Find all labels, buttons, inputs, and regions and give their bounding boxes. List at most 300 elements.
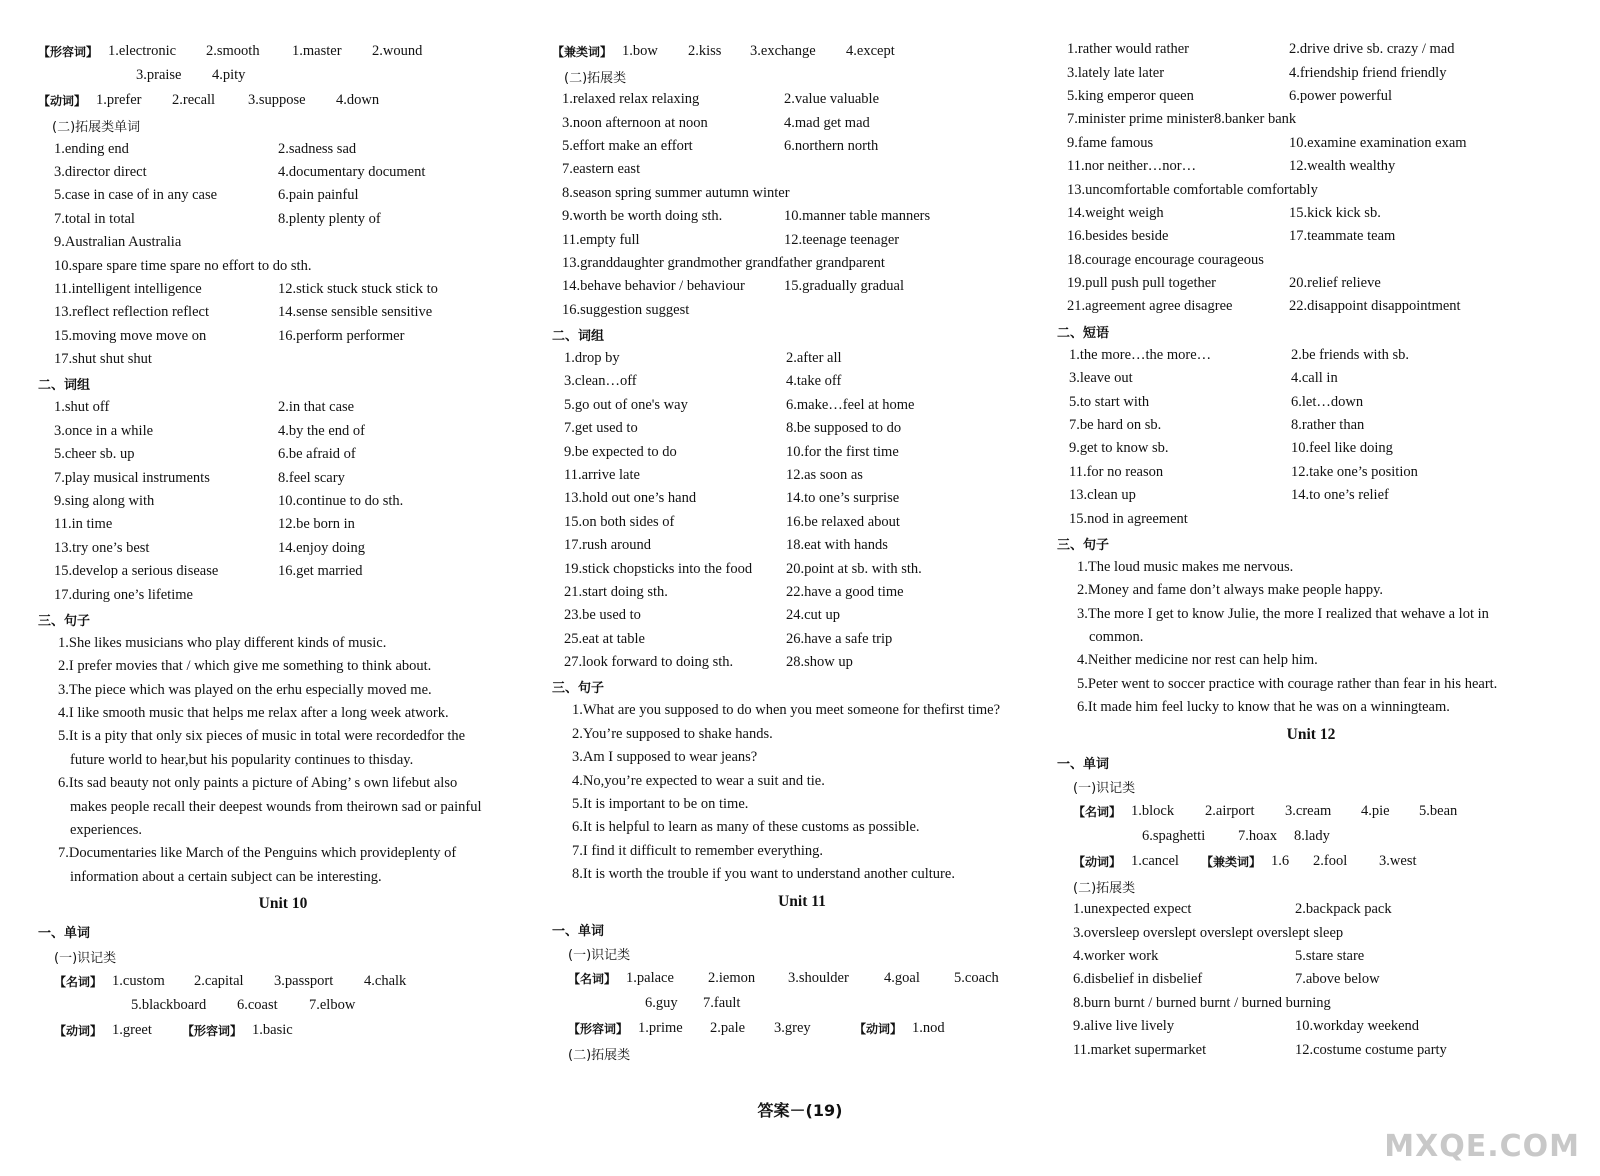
sentence-line: 4.Neither medicine nor rest can help him.	[1077, 652, 1318, 669]
phrase: 13.clean up	[1069, 487, 1136, 504]
list-item	[38, 466, 528, 489]
word: 5.blackboard	[131, 997, 207, 1014]
word: 2.recall	[172, 91, 216, 108]
list-item	[552, 557, 1052, 580]
list-item	[1057, 414, 1565, 437]
word: 2.smooth	[206, 42, 260, 59]
word: 6.disbelief in disbelief	[1073, 971, 1203, 988]
sentence	[38, 679, 528, 702]
list-item	[1057, 132, 1565, 155]
phrase: 14.to one’s relief	[1291, 487, 1389, 504]
ext-list	[38, 137, 528, 371]
verb-tag: 【动词】	[54, 1024, 103, 1039]
phrase: 11.in time	[54, 516, 113, 533]
word: 12.costume costume party	[1295, 1041, 1447, 1058]
word: 9.fame famous	[1067, 134, 1154, 151]
word: 2.pale	[710, 1019, 746, 1036]
word: 1.prime	[638, 1019, 683, 1036]
word: 18.courage encourage courageous	[1067, 251, 1264, 268]
word: 3.oversleep overslept overslept overslept sleep	[1073, 924, 1344, 941]
phrase: 15.on both sides of	[564, 513, 675, 530]
phrase: 28.show up	[786, 654, 853, 671]
word: 12.stick stuck stuck stick to	[278, 280, 438, 297]
phrase: 10.for the first time	[786, 443, 899, 460]
phrase: 16.get married	[278, 563, 363, 580]
sentence-line: 7.Documentaries like March of the Penguins which provideplenty of	[58, 845, 457, 862]
phrase: 5.cheer sb. up	[54, 446, 135, 463]
phrase: 19.stick chopsticks into the food	[564, 560, 753, 577]
word: 13.granddaughter grandmother grandfather grandparent	[562, 254, 885, 271]
misc-tag: 【兼类词】	[1201, 854, 1262, 869]
word: 5.case in case of in any case	[54, 187, 218, 204]
adj-verb-row	[552, 1015, 1052, 1041]
word: 7.above below	[1295, 971, 1380, 988]
list-item	[1057, 992, 1565, 1015]
word: 8.lady	[1294, 827, 1330, 844]
phrase: 9.get to know sb.	[1069, 440, 1169, 457]
word: 4.chalk	[364, 972, 407, 989]
word: 2.backpack pack	[1295, 901, 1392, 918]
word: 4.mad get mad	[784, 114, 870, 131]
sentence-title: 三、句子	[1057, 537, 1110, 553]
phrase: 9.sing along with	[54, 493, 155, 510]
sentence	[1057, 673, 1565, 696]
sentence	[1057, 579, 1565, 602]
phrase: 7.be hard on sb.	[1069, 417, 1162, 434]
list-item	[1057, 945, 1565, 968]
phrase: 3.leave out	[1069, 370, 1133, 387]
unit-title: Unit 11	[778, 892, 826, 910]
verb-adj-row	[38, 1018, 528, 1044]
verb-tag: 【动词】	[1073, 854, 1122, 869]
list-item	[552, 158, 1052, 181]
list-item	[552, 111, 1052, 134]
sentence: 5.It is important to be on time.	[572, 796, 749, 812]
list-item	[38, 513, 528, 536]
phrase: 8.be supposed to do	[786, 420, 902, 437]
phrase: 11.arrive late	[564, 467, 640, 484]
word: 1.relaxed relax relaxing	[562, 91, 700, 108]
word: 17.shut shut shut	[54, 351, 152, 368]
word: 1.master	[292, 42, 342, 59]
word: 1.block	[1131, 803, 1175, 820]
word: 3.exchange	[750, 42, 816, 59]
memo-title: (一)识记类	[568, 948, 631, 964]
phrase: 12.as soon as	[786, 467, 863, 484]
word: 4.goal	[884, 970, 920, 987]
verb-tag: 【动词】	[38, 93, 87, 108]
phrase: 2.after all	[786, 350, 842, 367]
phrase: 6.be afraid of	[278, 446, 356, 463]
word: 1.ending end	[54, 140, 129, 157]
list-item	[38, 184, 528, 207]
list-item	[1057, 390, 1565, 413]
word: 16.besides beside	[1067, 228, 1169, 245]
word: 13.reflect reflection reflect	[54, 304, 209, 321]
sentence	[1057, 649, 1565, 672]
ext-list	[552, 88, 1052, 322]
word: 9.worth be worth doing sth.	[562, 208, 723, 225]
phrase: 4.call in	[1291, 370, 1338, 387]
verb-row	[38, 87, 528, 113]
sentence-line: 6.It made him feel lucky to know that he was on a winningteam.	[1077, 699, 1450, 716]
list-item	[38, 208, 528, 231]
list-item	[1057, 85, 1565, 108]
word-title: 一、单词	[1057, 756, 1110, 772]
word: 3.noon afternoon at noon	[562, 114, 708, 131]
sentence	[1057, 696, 1565, 719]
list-item	[1057, 1015, 1565, 1038]
word: 7.total in total	[54, 210, 135, 227]
phrase: 3.once in a while	[54, 422, 154, 439]
list-item	[552, 88, 1052, 111]
word: 6.guy	[645, 994, 678, 1011]
list-item	[38, 443, 528, 466]
sentence-line: makes people recall their deepest wounds from theirown sad or painful	[70, 798, 482, 815]
sentence-line: future world to hear,but his popularity continues to thisday.	[70, 751, 414, 768]
list-item	[552, 275, 1052, 298]
word: 1.electronic	[108, 42, 177, 59]
phrase: 22.have a good time	[786, 584, 904, 600]
phrase: 17.rush around	[564, 537, 651, 554]
phrase: 4.take off	[786, 373, 842, 390]
word: 16.suggestion suggest	[562, 301, 690, 318]
phrase-list	[552, 347, 1052, 674]
phrase: 1.drop by	[564, 350, 620, 367]
adjective-tag: 【形容词】	[182, 1024, 243, 1039]
list-item	[1057, 155, 1565, 178]
list-item	[38, 301, 528, 324]
word: 14.behave behavior / behaviour	[562, 278, 745, 295]
column-3	[1057, 38, 1565, 1062]
word: 2.sadness sad	[278, 140, 357, 157]
word: 17.teammate team	[1289, 228, 1396, 245]
word: 4.worker work	[1073, 948, 1159, 965]
word: 20.relief relieve	[1289, 275, 1381, 292]
word: 15.moving move move on	[54, 327, 207, 344]
list-item	[1057, 344, 1565, 367]
sentence: 4.No,you’re expected to wear a suit and tie.	[572, 772, 825, 789]
sentence-line: common.	[1089, 629, 1144, 646]
word: 1.unexpected expect	[1073, 901, 1192, 918]
list-item	[1057, 202, 1565, 225]
word: 1.cancel	[1131, 852, 1179, 869]
verb-tag: 【动词】	[854, 1021, 903, 1036]
sentence-line: 3.The more I get to know Julie, the more I realized that wehave a lot in	[1077, 605, 1489, 622]
list-item	[38, 278, 528, 301]
word: 8.season spring summer autumn winter	[562, 184, 790, 201]
word: 12.teenage teenager	[784, 231, 900, 248]
verb-misc-row	[1057, 848, 1565, 874]
phrase: 13.hold out one’s hand	[564, 490, 697, 507]
word: 8.burn burnt / burned burnt / burned burning	[1073, 994, 1331, 1011]
phrase: 2.in that case	[278, 399, 355, 416]
list-item	[552, 511, 1052, 534]
misc-row	[552, 38, 1052, 64]
list-item	[38, 161, 528, 184]
sentence-title: 三、句子	[38, 613, 91, 629]
sentence-list	[552, 699, 1052, 886]
list-item	[38, 583, 528, 606]
word: 5.effort make an effort	[562, 137, 693, 154]
word: 14.weight weigh	[1067, 204, 1164, 221]
word: 7.elbow	[309, 997, 356, 1014]
word: 16.perform performer	[278, 327, 405, 344]
sentence-line: 6.Its sad beauty not only paints a picture of Abing’ s own lifebut also	[58, 775, 458, 792]
word: 11.empty full	[562, 231, 640, 248]
word: 6.power powerful	[1289, 87, 1393, 104]
word: 7.eastern east	[562, 161, 641, 178]
word: 1.basic	[252, 1022, 293, 1039]
noun-tag: 【名词】	[54, 974, 103, 989]
phrase: 3.clean…off	[564, 373, 637, 390]
sentence-line: experiences.	[70, 822, 143, 839]
phrase: 18.eat with hands	[786, 537, 888, 554]
word: 7.hoax	[1238, 827, 1278, 844]
sentence	[38, 702, 528, 725]
word: 4.friendship friend friendly	[1289, 64, 1447, 81]
list-item	[552, 651, 1052, 674]
list-item	[1057, 367, 1565, 390]
word: 1.greet	[112, 1022, 152, 1039]
word-title: 一、单词	[38, 926, 91, 942]
list-item	[1057, 484, 1565, 507]
unit-title: Unit 12	[1286, 725, 1336, 743]
word: 2.fool	[1313, 852, 1348, 869]
word: 14.sense sensible sensitive	[278, 304, 433, 321]
list-item	[552, 347, 1052, 370]
list-item	[1057, 272, 1565, 295]
ext-title: (二)拓展类单词	[52, 119, 141, 135]
sentence: 6.It is helpful to learn as many of these customs as possible.	[572, 819, 920, 836]
phrase: 13.try one’s best	[54, 539, 150, 556]
word: 10.workday weekend	[1295, 1018, 1420, 1035]
list-item	[38, 254, 528, 277]
sentence-line: 2.Money and fame don’t always make people happy.	[1077, 582, 1384, 599]
phrase: 27.look forward to doing sth.	[564, 654, 734, 671]
word: 15.gradually gradual	[784, 278, 904, 295]
list-item	[1057, 461, 1565, 484]
phrase: 17.during one’s lifetime	[54, 586, 193, 603]
memo-title: (一)识记类	[1073, 781, 1136, 797]
noun-tag: 【名词】	[1073, 805, 1122, 820]
phrase: 15.develop a serious disease	[54, 563, 219, 580]
word: 2.iemon	[708, 970, 756, 987]
ext-list-2	[1057, 898, 1565, 1062]
list-item	[552, 370, 1052, 393]
phrase: 10.continue to do sth.	[278, 493, 404, 510]
noun-row-2	[552, 992, 1052, 1015]
list-item	[552, 135, 1052, 158]
list-item	[38, 560, 528, 583]
memo-title: (一)识记类	[54, 950, 117, 966]
word: 11.market supermarket	[1073, 1041, 1207, 1058]
sentence	[38, 725, 528, 772]
word: 2.value valuable	[784, 91, 880, 108]
list-item	[38, 231, 528, 254]
list-item	[1057, 921, 1565, 944]
sentence	[38, 842, 528, 889]
list-item	[552, 581, 1052, 604]
phrase: 14.enjoy doing	[278, 539, 365, 556]
sentence: 1.What are you supposed to do when you meet someone for thefirst time?	[572, 702, 1001, 719]
word: 2.capital	[194, 972, 244, 989]
list-item	[1057, 38, 1565, 61]
sentence-line: 2.I prefer movies that / which give me something to think about.	[58, 658, 432, 675]
noun-row-2	[38, 994, 528, 1017]
sentence-line: 3.The piece which was played on the erhu especially moved me.	[58, 681, 432, 698]
word: 2.airport	[1205, 803, 1255, 820]
word: 6.pain painful	[278, 187, 359, 204]
word: 1.bow	[622, 42, 658, 59]
phrase-title: 二、词组	[552, 328, 605, 344]
phrase: 20.point at sb. with sth.	[786, 560, 922, 577]
sentence-list	[38, 632, 528, 889]
list-item	[1057, 898, 1565, 921]
ext-title: (二)拓展类	[1073, 880, 1136, 896]
phrase-list	[1057, 344, 1565, 531]
noun-row-2	[1057, 825, 1565, 848]
list-item	[1057, 437, 1565, 460]
sentence: 8.It is worth the trouble if you want to understand another culture.	[572, 866, 955, 883]
unit-title: Unit 10	[258, 895, 308, 913]
list-item	[552, 464, 1052, 487]
list-item	[1057, 249, 1565, 272]
ext-title: (二)拓展类	[564, 70, 627, 86]
list-item	[38, 490, 528, 513]
ext-list	[1057, 38, 1565, 319]
sentence: 3.Am I supposed to wear jeans?	[572, 749, 758, 766]
sentence	[1057, 603, 1565, 650]
sentence	[38, 655, 528, 678]
word: 11.nor neither…nor…	[1067, 158, 1197, 175]
word: 21.agreement agree disagree	[1067, 298, 1233, 315]
list-item	[552, 394, 1052, 417]
word: 15.kick kick sb.	[1289, 204, 1381, 221]
word: 10.manner table manners	[784, 208, 931, 225]
page-number: 答案－(19)	[757, 1101, 843, 1120]
adjective-tag: 【形容词】	[568, 1021, 629, 1036]
phrase: 11.for no reason	[1069, 463, 1164, 480]
word: 2.drive drive sb. crazy / mad	[1289, 41, 1455, 58]
word: 9.alive live lively	[1073, 1018, 1175, 1035]
phrase: 8.rather than	[1291, 417, 1365, 434]
word: 3.grey	[774, 1019, 811, 1036]
word: 3.shoulder	[788, 970, 849, 987]
list-item	[38, 537, 528, 560]
phrase: 7.get used to	[564, 420, 638, 437]
phrase: 8.feel scary	[278, 469, 345, 486]
word: 3.praise	[136, 67, 182, 84]
sentence-title: 三、句子	[552, 681, 605, 697]
column-2	[552, 38, 1052, 1065]
word: 1.palace	[626, 970, 674, 987]
sentence-line: 4.I like smooth music that helps me relax after a long week atwork.	[58, 705, 449, 722]
phrase: 5.to start with	[1069, 393, 1150, 410]
phrase: 5.go out of one's way	[564, 396, 688, 413]
word: 4.except	[846, 42, 895, 59]
list-item	[552, 487, 1052, 510]
adj-row-1	[38, 38, 528, 64]
list-item	[1057, 225, 1565, 248]
sentence-line: 5.It is a pity that only six pieces of music in total were recordedfor the	[58, 728, 466, 745]
sentence-line: information about a certain subject can be interesting.	[70, 868, 382, 885]
word: 3.west	[1379, 852, 1417, 869]
list-item	[1057, 61, 1565, 84]
word: 3.lately late later	[1067, 64, 1165, 81]
sentence-list	[1057, 556, 1565, 720]
word: 6.northern north	[784, 137, 879, 154]
word: 10.spare spare time spare no effort to do sth.	[54, 257, 312, 274]
phrase: 7.play musical instruments	[54, 469, 210, 486]
list-item	[552, 252, 1052, 275]
sentence-line: 1.She likes musicians who play different kinds of music.	[58, 634, 387, 651]
list-item	[552, 628, 1052, 651]
word: 3.passport	[274, 972, 334, 989]
phrase: 10.feel like doing	[1291, 440, 1393, 457]
list-item	[38, 396, 528, 419]
adjective-tag: 【形容词】	[38, 44, 99, 59]
word: 1.custom	[112, 972, 165, 989]
word: 4.pity	[212, 67, 246, 84]
word: 2.wound	[372, 42, 423, 59]
list-item	[38, 325, 528, 348]
phrase: 16.be relaxed about	[786, 513, 900, 530]
sentence: 2.You’re supposed to shake hands.	[572, 725, 773, 742]
word: 8.plenty plenty of	[278, 210, 381, 227]
word: 19.pull push pull together	[1067, 275, 1217, 292]
list-item	[552, 299, 1052, 322]
word: 5.coach	[954, 970, 999, 987]
watermark-logo: MXQE.COM	[1384, 1129, 1580, 1164]
list-item	[552, 205, 1052, 228]
phrase: 2.be friends with sb.	[1291, 346, 1409, 363]
list-item	[1057, 108, 1565, 131]
noun-row-1	[552, 966, 1052, 992]
sentence-line: 1.The loud music makes me nervous.	[1077, 558, 1294, 575]
word: 3.cream	[1285, 803, 1332, 820]
list-item	[38, 420, 528, 443]
phrase: 4.by the end of	[278, 422, 365, 439]
word: 22.disappoint disappointment	[1289, 298, 1461, 315]
word: 5.king emperor queen	[1067, 87, 1194, 104]
list-item	[38, 137, 528, 160]
noun-row-1	[1057, 799, 1565, 825]
ext-title-2: (二)拓展类	[568, 1047, 631, 1063]
phrase: 9.be expected to do	[564, 443, 677, 460]
word: 1.6	[1271, 852, 1290, 869]
word: 4.pie	[1361, 803, 1390, 820]
word: 11.intelligent intelligence	[54, 280, 202, 297]
column-1	[38, 38, 528, 1044]
list-item	[1057, 968, 1565, 991]
phrase: 26.have a safe trip	[786, 630, 893, 647]
phrase-list	[38, 396, 528, 607]
word: 13.uncomfortable comfortable comfortably	[1067, 181, 1318, 198]
noun-row-1	[38, 968, 528, 994]
word: 1.prefer	[96, 91, 142, 108]
phrase: 1.shut off	[54, 399, 110, 416]
list-item	[38, 348, 528, 371]
phrase: 14.to one’s surprise	[786, 490, 900, 507]
phrase: 25.eat at table	[564, 630, 645, 647]
word: 6.coast	[237, 997, 278, 1014]
phrase: 15.nod in agreement	[1069, 510, 1188, 527]
word: 12.wealth wealthy	[1289, 158, 1396, 175]
list-item	[1057, 507, 1565, 530]
phrase: 6.make…feel at home	[786, 396, 915, 413]
word: 2.kiss	[688, 42, 722, 59]
